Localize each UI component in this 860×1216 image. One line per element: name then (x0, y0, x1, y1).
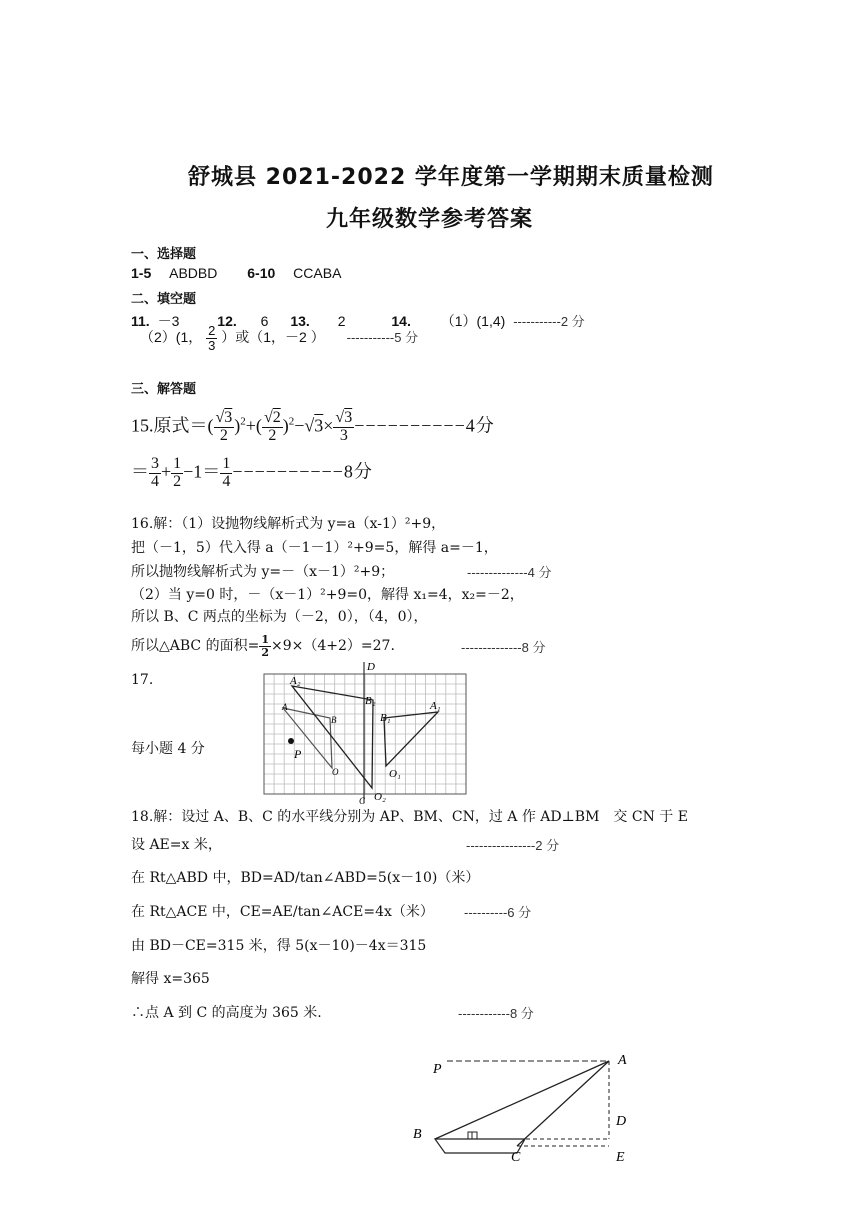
section-heading-choice: 一、选择题 (131, 247, 197, 262)
q11-answer: －3 (157, 313, 180, 329)
numerator: √3 (215, 409, 233, 426)
q17-score-note: 每小题 4 分 (131, 741, 205, 757)
denominator: 2 (173, 472, 182, 490)
label-O: O (332, 767, 339, 777)
numerator: 2 (208, 323, 216, 338)
q17-grid-figure (258, 660, 473, 805)
numerator: 3 (151, 455, 159, 472)
q16-line-4: （2）当 y=0 时，－（x－1）²+9=0，解得 x₁=4，x₂=－2， (131, 587, 524, 603)
label-P: P (294, 747, 302, 761)
choice-answers-2: CCABA (293, 265, 342, 281)
denominator: 2 (261, 645, 269, 659)
label-D: D (367, 661, 375, 673)
grid-lines (264, 674, 466, 794)
fraction (333, 410, 354, 445)
numerator: 1 (173, 455, 182, 472)
fraction (259, 634, 271, 658)
page-title: 舒城县 2021-2022 学年度第一学期期末质量检测 (188, 165, 714, 190)
math-text: −1＝ (183, 461, 221, 482)
denominator: 2 (219, 426, 228, 444)
q18-line-6: 解得 x=365 (131, 971, 210, 987)
q18-line-7: ∴点 A 到 C 的高度为 365 米. (131, 1005, 322, 1021)
q15-line-2: ＝ $\frac{3}{4}$ + $\frac{1}{2}$ −1＝ $\frac{1}{4}$ −−−−−−−−−−8分 (131, 455, 373, 490)
math-text: × (323, 415, 334, 436)
label-B2: B₂ (365, 695, 376, 707)
q11-label: 11. (131, 313, 150, 329)
numerator: 1 (222, 455, 231, 472)
label-A1: A₁ (430, 700, 441, 712)
label-O2: O₂ (374, 791, 386, 803)
fraction (262, 410, 283, 445)
q18-line-3: 在 Rt△ABD 中，BD=AD/tan∠ABD=5(x－10)（米） (131, 870, 480, 886)
choice-range-1: 1-5 (131, 265, 152, 281)
label-B: B (413, 1127, 422, 1142)
label-A: A (282, 702, 288, 712)
score-mark: -----------5 分 (346, 329, 419, 345)
q16-area-result: ×9×（4+2）=27. (270, 638, 395, 655)
fraction (149, 456, 161, 491)
section-heading-solve: 三、解答题 (131, 382, 197, 397)
q14-part2-row (140, 324, 418, 352)
q16-line-1: 16.解：（1）设抛物线解析式为 y=a（x-1）²+9， (131, 516, 446, 532)
line-AB (435, 1061, 609, 1139)
math-text: − (294, 415, 305, 436)
q12-answer: 6 (260, 313, 269, 329)
label-P: P (433, 1062, 442, 1077)
choice-answers-1: ABDBD (169, 265, 218, 281)
q15-lead: 15.原式 (131, 415, 190, 436)
q18-line-2: 设 AE=x 米， (131, 837, 222, 853)
score-mark: −−−−−−−−−−8分 (232, 461, 373, 482)
math-text: ＝( (189, 415, 214, 436)
math-text: +( (245, 415, 262, 436)
label-C: C (511, 1150, 521, 1165)
score-mark: --------------8 分 (461, 640, 546, 655)
numerator: 1 (261, 633, 269, 646)
q14-answer-2-prefix: （2）(1， (140, 328, 203, 345)
q14-answer-2-suffix: ）或（1，－2 ） (221, 328, 325, 345)
math-text: ＝ (131, 461, 149, 482)
label-B1: B₁ (380, 712, 391, 724)
label-A: A (618, 1053, 627, 1068)
denominator: 2 (268, 426, 277, 444)
label-B: B (331, 715, 337, 725)
q16-area-prefix: 所以△ABC 的面积= (131, 638, 260, 655)
score-mark: --------------4 分 (467, 565, 552, 580)
q13-answer: 2 (337, 313, 346, 329)
fraction (214, 410, 235, 445)
denominator: 3 (208, 337, 216, 353)
radicand: 3 (224, 409, 233, 426)
page-subtitle: 九年级数学参考答案 (326, 207, 534, 232)
score-mark: -----------2 分 (513, 314, 585, 329)
q18-line-5: 由 BD－CE=315 米，得 5(x－10)－4x＝315 (131, 938, 427, 954)
choice-answers-row (131, 265, 341, 281)
exponent: 2 (288, 415, 295, 428)
triangle-B1A1O1 (384, 712, 438, 766)
q16-line-6 (131, 634, 395, 658)
score-mark: −−−−−−−−−−4分 (354, 415, 495, 436)
label-D: D (616, 1114, 627, 1129)
score-mark: ------------8 分 (458, 1006, 534, 1021)
label-A2: A₂ (290, 675, 301, 687)
label-E: E (616, 1150, 625, 1165)
q17-label: 17. (131, 672, 154, 688)
fraction (220, 456, 232, 491)
exponent: 2 (240, 415, 246, 428)
radicand: 2 (272, 409, 281, 426)
label-O1: O₁ (389, 768, 401, 780)
denominator: 4 (151, 472, 159, 490)
q16-line-2: 把（－1，5）代入得 a（－1－1）²+9=5，解得 a=－1， (131, 540, 498, 556)
numerator: √3 (335, 409, 353, 426)
radicand: 3 (314, 415, 324, 436)
label-C: C (359, 796, 366, 805)
q18-line-4: 在 Rt△ACE 中，CE=AE/tan∠ACE=4x（米） (131, 904, 434, 920)
section-heading-fill: 二、填空题 (131, 292, 197, 307)
denominator: 4 (222, 472, 231, 490)
score-mark: ----------6 分 (464, 905, 532, 920)
point-P (288, 738, 294, 744)
line-AC (517, 1061, 609, 1146)
q15-line-1: 15.原式＝( $\frac{√3}{2}$ )$^2$+( $\frac{√2}{2}$ )$^2$−√3× $\frac{√3}{3}$ −−−−−−−−−−4分 (131, 409, 495, 444)
numerator: √2 (263, 409, 281, 426)
q12-label: 12. (217, 313, 237, 329)
score-mark: ----------------2 分 (466, 838, 560, 853)
q13-label: 13. (290, 313, 310, 329)
q14-answer-1: （1）(1,4) (440, 313, 506, 329)
q18-line-1: 18.解：设过 A、B、C 的水平线分别为 AP、BM、CN，过 A 作 AD⊥BM 交 CN 于 E (131, 809, 688, 825)
q16-line-5: 所以 B、C 两点的坐标为（－2，0），（4，0）， (131, 609, 428, 625)
q14-label: 14. (391, 313, 411, 329)
denominator: 3 (339, 426, 348, 444)
radicand: 3 (344, 409, 353, 426)
q16-line-3: 所以抛物线解析式为 y=－（x－1）²+9； (131, 564, 395, 580)
q18-figure (405, 1045, 645, 1170)
choice-range-2: 6-10 (247, 265, 276, 281)
fraction (171, 456, 183, 491)
fraction (206, 324, 217, 352)
